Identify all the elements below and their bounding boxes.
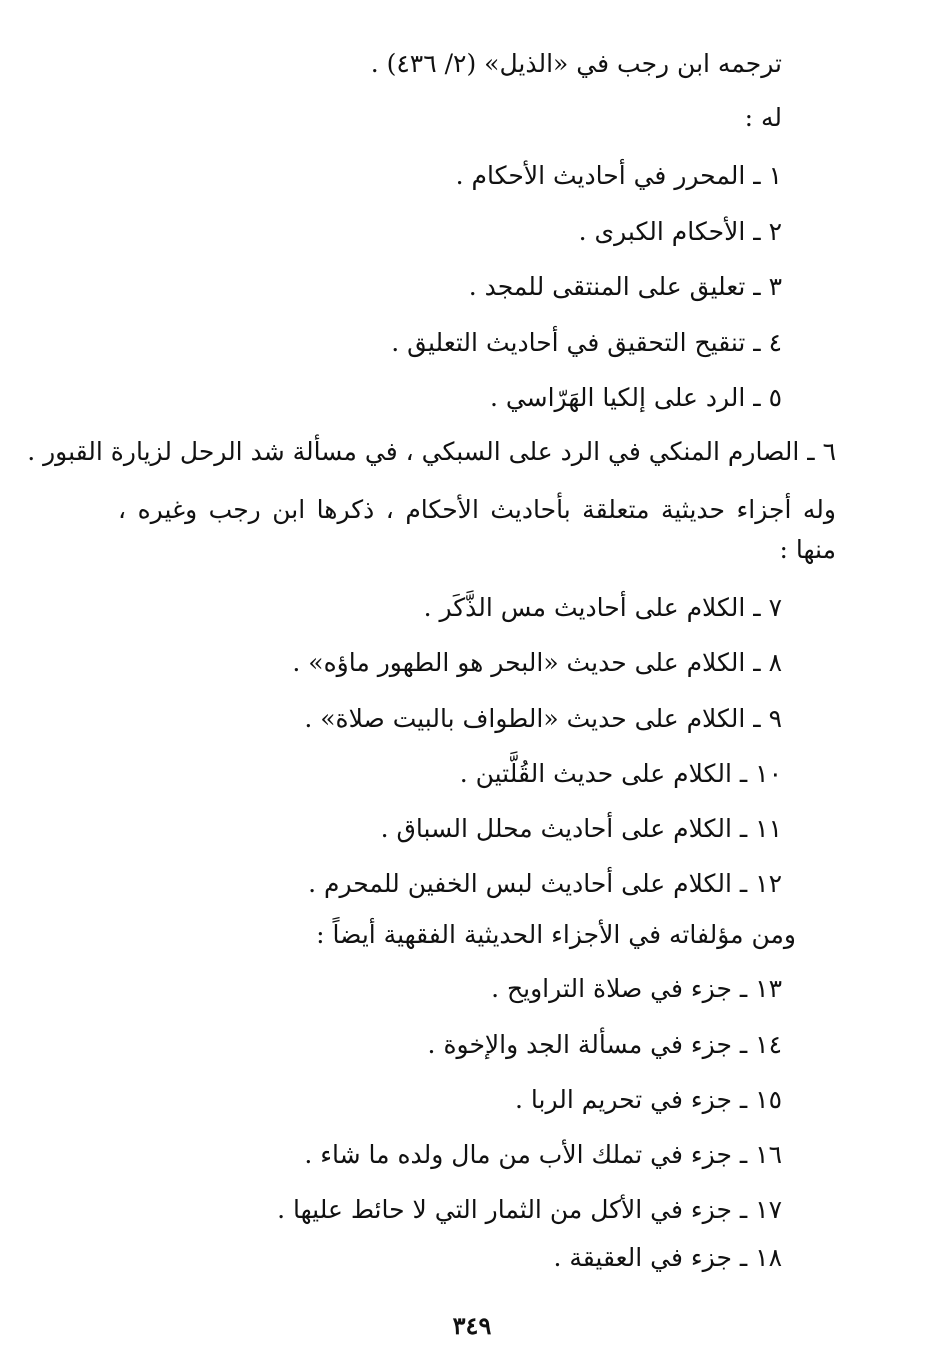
list-item: ١٨ ـ جزء في العقيقة . [553,1243,782,1272]
parts-intro-line-2: منها : [779,535,836,564]
list-item: ٨ ـ الكلام على حديث «البحر هو الطهور ماؤه» . [292,648,782,677]
list-item: ٢ ـ الأحكام الكبرى . [578,217,782,246]
intro-line: ترجمه ابن رجب في «الذيل» (٢/ ٤٣٦) . [370,49,782,78]
parts-intro-line-1: وله أجزاء حديثية متعلقة بأحاديث الأحكام ، ذكرها ابن رجب وغيره ، [118,495,836,524]
list-item: ٩ ـ الكلام على حديث «الطواف بالبيت صلاة» . [304,704,782,733]
list-item: ١٥ ـ جزء في تحريم الربا . [514,1085,782,1114]
list-item: ١٣ ـ جزء في صلاة التراويح . [491,974,782,1003]
list-item: ١٤ ـ جزء في مسألة الجد والإخوة . [427,1030,782,1059]
list-item: ٧ ـ الكلام على أحاديث مس الذَّكَر . [423,593,782,622]
list-item: ١٧ ـ جزء في الأكل من الثمار التي لا حائط عليها . [277,1195,782,1224]
page-number: ٣٤٩ [452,1311,492,1340]
list-item: ٣ ـ تعليق على المنتقى للمجد . [468,272,782,301]
list-item: ٥ ـ الرد على إلكيا الهَرّاسي . [489,383,782,412]
list-item: ١٠ ـ الكلام على حديث القُلَّتين . [459,759,782,788]
works-heading: له : [744,103,782,132]
list-item: ٤ ـ تنقيح التحقيق في أحاديث التعليق . [391,328,782,357]
list-item: ١٢ ـ الكلام على أحاديث لبس الخفين للمحرم . [308,869,782,898]
list-item: ١ ـ المحرر في أحاديث الأحكام . [455,161,782,190]
list-item: ١٦ ـ جزء في تملك الأب من مال ولده ما شاء . [304,1140,782,1169]
list-item: ٦ ـ الصارم المنكي في الرد على السبكي ، في مسألة شد الرحل لزيارة القبور . [27,437,836,466]
list-item: ١١ ـ الكلام على أحاديث محلل السباق . [380,814,782,843]
fiqh-intro: ومن مؤلفاته في الأجزاء الحديثية الفقهية أيضاً : [316,920,796,949]
